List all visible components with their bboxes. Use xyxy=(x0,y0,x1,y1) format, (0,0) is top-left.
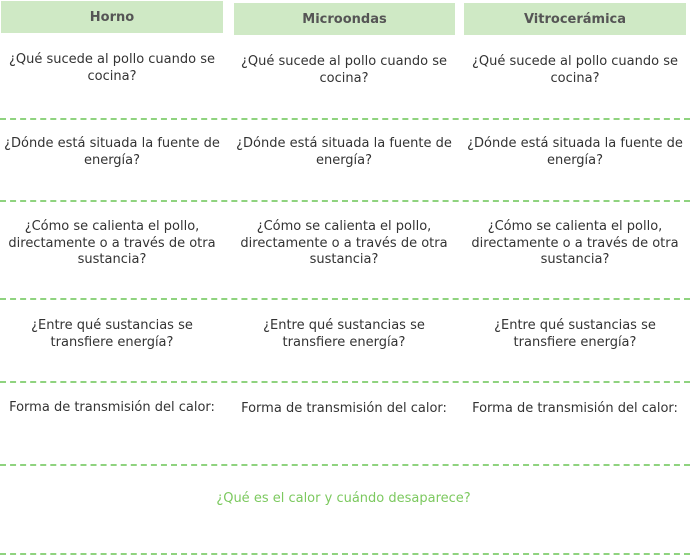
cell-microondas-row-2: ¿Dónde está situada la fuente de energía? xyxy=(236,136,452,168)
cell-horno-row-1: ¿Qué sucede al pollo cuando se cocina? xyxy=(9,52,215,84)
cell-microondas-row-1: ¿Qué sucede al pollo cuando se cocina? xyxy=(241,54,447,86)
column-header-vitroceramica: Vitrocerámica xyxy=(464,3,686,35)
row-divider xyxy=(0,464,690,466)
row-divider xyxy=(0,298,690,300)
cell-horno-row-3: ¿Cómo se calienta el pollo, directamente o a través de otra sustancia? xyxy=(8,219,216,267)
cell-horno-row-5: Forma de transmisión del calor: xyxy=(9,400,215,415)
column-header-microondas: Microondas xyxy=(234,3,455,35)
cell-vitroceramica-row-4: ¿Entre qué sustancias se transfiere energía? xyxy=(494,318,656,350)
row-divider xyxy=(0,118,690,120)
cell-vitroceramica-row-5: Forma de transmisión del calor: xyxy=(472,401,678,416)
cell-vitroceramica-row-2: ¿Dónde está situada la fuente de energía? xyxy=(467,136,683,168)
column-header-horno: Horno xyxy=(1,1,223,33)
cell-microondas-row-4: ¿Entre qué sustancias se transfiere energía? xyxy=(263,318,425,350)
cell-vitroceramica-row-3: ¿Cómo se calienta el pollo, directamente o a través de otra sustancia? xyxy=(471,219,679,267)
cell-horno-row-2: ¿Dónde está situada la fuente de energía? xyxy=(4,136,220,168)
bottom-divider xyxy=(0,553,690,555)
cell-microondas-row-5: Forma de transmisión del calor: xyxy=(241,401,447,416)
row-divider xyxy=(0,381,690,383)
footer-question: ¿Qué es el calor y cuándo desaparece? xyxy=(216,491,471,506)
cell-microondas-row-3: ¿Cómo se calienta el pollo, directamente o a través de otra sustancia? xyxy=(240,219,448,267)
cell-vitroceramica-row-1: ¿Qué sucede al pollo cuando se cocina? xyxy=(472,54,678,86)
row-divider xyxy=(0,200,690,202)
cell-horno-row-4: ¿Entre qué sustancias se transfiere energía? xyxy=(31,318,193,350)
